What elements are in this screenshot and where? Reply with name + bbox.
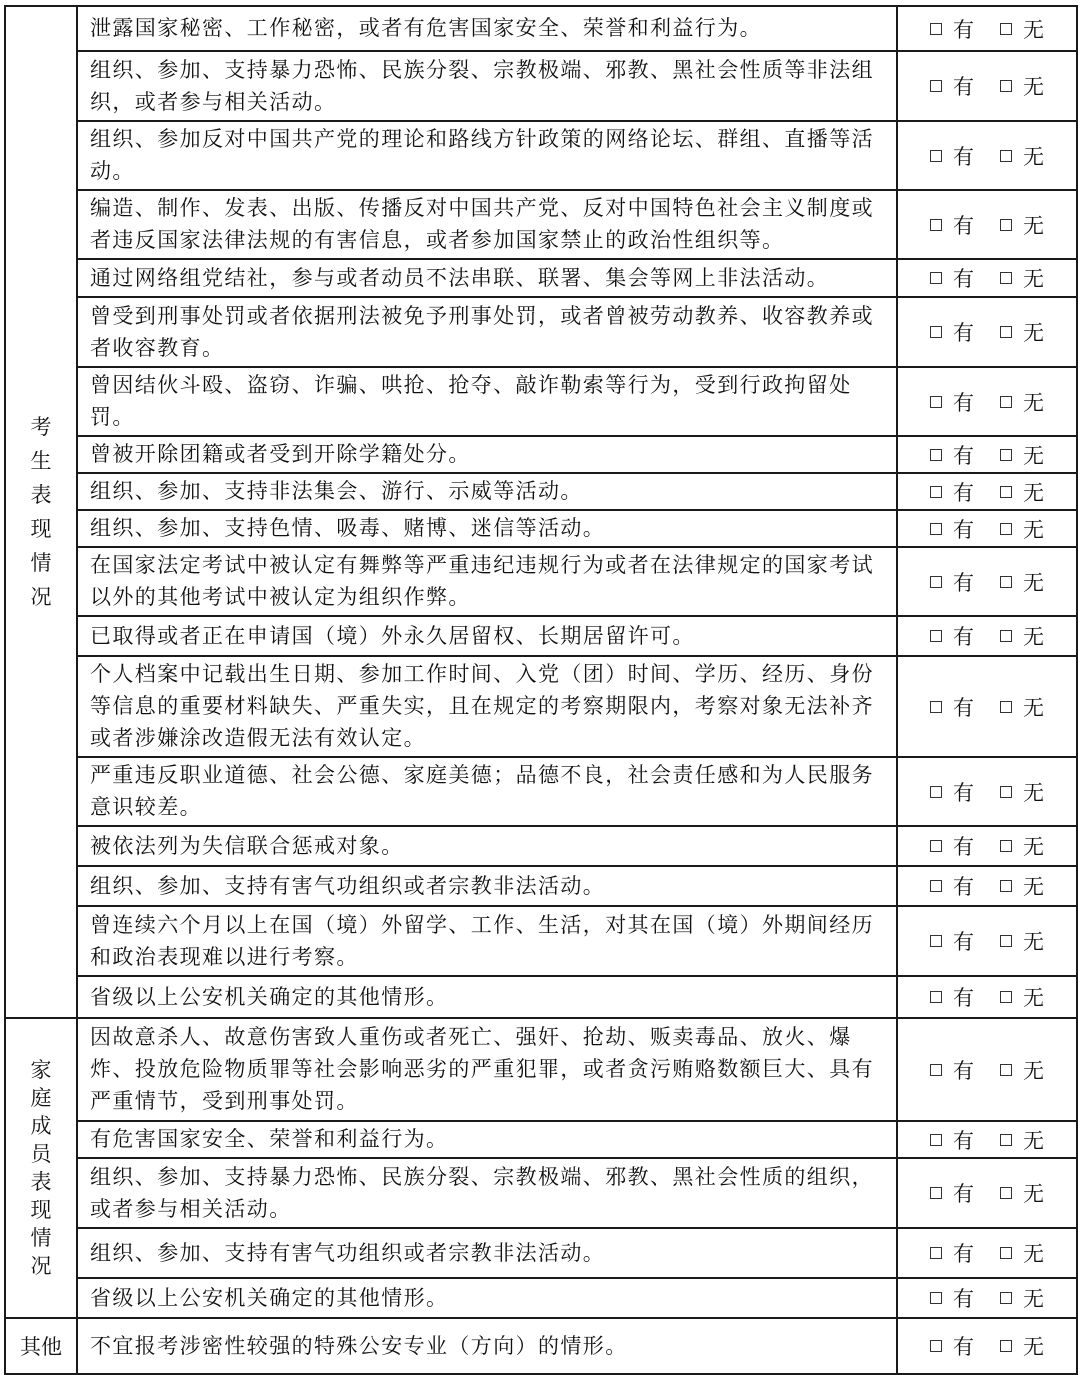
category-char: 情 — [30, 1225, 52, 1250]
option-yes[interactable] — [930, 871, 974, 901]
option-yes[interactable] — [930, 210, 974, 240]
table-row — [5, 51, 1077, 121]
option-no[interactable] — [1000, 1331, 1044, 1361]
checkbox-no-icon[interactable] — [1000, 486, 1012, 498]
checkbox-no-icon[interactable] — [1000, 840, 1012, 852]
checkbox-yes-icon[interactable] — [930, 80, 942, 92]
table-row — [5, 1228, 1077, 1278]
option-no-label: 无 — [1023, 390, 1044, 415]
option-no-label: 无 — [1023, 321, 1044, 345]
options-cell — [897, 1018, 1077, 1121]
option-no-label: 无 — [1023, 213, 1044, 238]
options-cell — [897, 367, 1077, 436]
item-description: 组织、参加、支持暴力恐怖、民族分裂、宗教极端、邪教、黑社会性质等非法组织，或者参与相关活动。 — [77, 51, 897, 121]
option-yes[interactable] — [930, 1125, 974, 1155]
options-cell — [897, 1318, 1077, 1374]
options-cell — [897, 976, 1077, 1018]
item-description: 组织、参加、支持有害气功组织或者宗教非法活动。 — [77, 1228, 897, 1278]
category-char: 生 — [30, 448, 52, 473]
table-row — [5, 906, 1077, 976]
option-no[interactable] — [1000, 871, 1044, 901]
option-no[interactable] — [1000, 440, 1044, 470]
checkbox-no-icon[interactable] — [1000, 1187, 1012, 1199]
option-yes[interactable] — [930, 514, 974, 544]
options-cell — [897, 866, 1077, 906]
option-no[interactable] — [1000, 514, 1044, 544]
item-description: 泄露国家秘密、工作秘密，或者有危害国家安全、荣誉和利益行为。 — [77, 6, 897, 51]
table-row — [5, 297, 1077, 367]
option-yes[interactable] — [930, 1178, 974, 1208]
table-row — [5, 616, 1077, 656]
checkbox-no-icon[interactable] — [1000, 786, 1012, 798]
item-description: 省级以上公安机关确定的其他情形。 — [77, 1278, 897, 1318]
option-yes-label: 有 — [953, 390, 974, 415]
options-cell — [897, 1158, 1077, 1228]
item-description: 组织、参加、支持色情、吸毒、赌博、迷信等活动。 — [77, 510, 897, 547]
options-cell — [897, 436, 1077, 473]
checkbox-no-icon[interactable] — [1000, 1292, 1012, 1304]
option-no-label: 无 — [1023, 695, 1044, 720]
checkbox-yes-icon[interactable] — [930, 786, 942, 798]
section-category — [5, 1018, 77, 1318]
item-description: 组织、参加、支持有害气功组织或者宗教非法活动。 — [77, 866, 897, 906]
option-yes[interactable] — [930, 440, 974, 470]
option-yes-label: 有 — [953, 75, 974, 99]
option-no-label: 无 — [1023, 17, 1044, 42]
option-no[interactable] — [1000, 71, 1044, 101]
option-no[interactable] — [1000, 1283, 1044, 1313]
table-row — [5, 656, 1077, 757]
options-cell — [897, 656, 1077, 757]
checkbox-no-icon[interactable] — [1000, 272, 1012, 284]
item-description: 严重违反职业道德、社会公德、家庭美德；品德不良，社会责任感和为人民服务意识较差。 — [77, 757, 897, 826]
form-body — [5, 6, 1077, 1374]
table-row — [5, 976, 1077, 1018]
option-no[interactable] — [1000, 831, 1044, 861]
option-yes[interactable] — [930, 14, 974, 44]
option-yes[interactable] — [930, 1331, 974, 1361]
checkbox-yes-icon[interactable] — [930, 1340, 942, 1352]
option-no-label: 无 — [1023, 144, 1044, 169]
table-row — [5, 826, 1077, 866]
option-yes[interactable] — [930, 1283, 974, 1313]
item-description: 在国家法定考试中被认定有舞弊等严重违纪违规行为或者在法律规定的国家考试以外的其他考试中被认定为组织作弊。 — [77, 547, 897, 616]
option-no-label: 无 — [1023, 875, 1044, 899]
table-row — [5, 190, 1077, 259]
options-cell — [897, 121, 1077, 190]
option-yes-label: 有 — [953, 695, 974, 720]
option-no-label: 无 — [1023, 267, 1044, 291]
table-row — [5, 473, 1077, 510]
option-no-label: 无 — [1023, 570, 1044, 595]
checkbox-no-icon[interactable] — [1000, 1064, 1012, 1076]
options-cell — [897, 259, 1077, 297]
option-yes[interactable] — [930, 982, 974, 1012]
table-row — [5, 547, 1077, 616]
option-no-label: 无 — [1023, 1287, 1044, 1311]
checkbox-yes-icon[interactable] — [930, 23, 942, 35]
option-no-label: 无 — [1023, 1182, 1044, 1206]
option-no[interactable] — [1000, 263, 1044, 293]
option-no-label: 无 — [1023, 480, 1044, 505]
option-no[interactable] — [1000, 567, 1044, 597]
checkbox-no-icon[interactable] — [1000, 935, 1012, 947]
option-no-label: 无 — [1023, 625, 1044, 649]
option-yes[interactable] — [930, 1238, 974, 1268]
option-no-label: 无 — [1023, 986, 1044, 1010]
category-char: 成 — [30, 1113, 52, 1138]
option-no-label: 无 — [1023, 1058, 1044, 1083]
option-no[interactable] — [1000, 210, 1044, 240]
item-description: 编造、制作、发表、出版、传播反对中国共产党、反对中国特色社会主义制度或者违反国家法律法规的有害信息，或者参加国家禁止的政治性组织等。 — [77, 190, 897, 259]
category-char: 现 — [30, 516, 52, 541]
table-row — [5, 367, 1077, 436]
section-category — [5, 1318, 77, 1374]
checkbox-no-icon[interactable] — [1000, 396, 1012, 408]
option-yes[interactable] — [930, 692, 974, 722]
option-no[interactable] — [1000, 387, 1044, 417]
option-yes-label: 有 — [953, 1182, 974, 1206]
option-yes-label: 有 — [953, 213, 974, 238]
category-char: 现 — [30, 1197, 52, 1222]
checkbox-no-icon[interactable] — [1000, 80, 1012, 92]
option-yes[interactable] — [930, 831, 974, 861]
category-char: 表 — [30, 482, 52, 507]
option-no-label: 无 — [1023, 75, 1044, 99]
option-yes-label: 有 — [953, 267, 974, 291]
option-no[interactable] — [1000, 621, 1044, 651]
table-row — [5, 6, 1077, 51]
category-char: 其他 — [20, 1335, 62, 1359]
item-description: 曾因结伙斗殴、盗窃、诈骗、哄抢、抢夺、敲诈勒索等行为，受到行政拘留处罚。 — [77, 367, 897, 436]
option-no[interactable] — [1000, 14, 1044, 44]
option-no[interactable] — [1000, 926, 1044, 956]
options-cell — [897, 1121, 1077, 1158]
checkbox-no-icon[interactable] — [1000, 991, 1012, 1003]
category-char: 情 — [30, 550, 52, 575]
option-yes[interactable] — [930, 1055, 974, 1085]
option-no-label: 无 — [1023, 517, 1044, 542]
checkbox-yes-icon[interactable] — [930, 1292, 942, 1304]
table-row — [5, 1318, 1077, 1374]
checkbox-yes-icon[interactable] — [930, 840, 942, 852]
options-cell — [897, 297, 1077, 367]
option-yes[interactable] — [930, 141, 974, 171]
checkbox-yes-icon[interactable] — [930, 1134, 942, 1146]
option-yes-label: 有 — [953, 1128, 974, 1153]
item-description: 已取得或者正在申请国（境）外永久居留权、长期居留许可。 — [77, 616, 897, 656]
checkbox-yes-icon[interactable] — [930, 701, 942, 713]
option-yes[interactable] — [930, 317, 974, 347]
checkbox-yes-icon[interactable] — [930, 523, 942, 535]
declaration-form-table — [4, 5, 1078, 1375]
table-row — [5, 757, 1077, 826]
option-yes-label: 有 — [953, 930, 974, 954]
checkbox-yes-icon[interactable] — [930, 1247, 942, 1259]
option-no-label: 无 — [1023, 1128, 1044, 1153]
option-yes-label: 有 — [953, 517, 974, 542]
option-yes[interactable] — [930, 567, 974, 597]
item-description: 因故意杀人、故意伤害致人重伤或者死亡、强奸、抢劫、贩卖毒品、放火、爆炸、投放危险物质罪等社会影响恶劣的严重犯罪，或者贪污贿赂数额巨大、具有严重情节，受到刑事处罚。 — [77, 1018, 897, 1121]
options-cell — [897, 757, 1077, 826]
table-row — [5, 436, 1077, 473]
option-no[interactable] — [1000, 1125, 1044, 1155]
category-char: 庭 — [30, 1085, 52, 1110]
table-row — [5, 510, 1077, 547]
option-no-label: 无 — [1023, 835, 1044, 859]
checkbox-yes-icon[interactable] — [930, 1064, 942, 1076]
checkbox-no-icon[interactable] — [1000, 449, 1012, 461]
category-char: 况 — [30, 1253, 52, 1278]
checkbox-yes-icon[interactable] — [930, 219, 942, 231]
option-no[interactable] — [1000, 692, 1044, 722]
table-row — [5, 1018, 1077, 1121]
checkbox-yes-icon[interactable] — [930, 150, 942, 162]
option-no[interactable] — [1000, 477, 1044, 507]
checkbox-no-icon[interactable] — [1000, 1134, 1012, 1146]
table-row — [5, 1278, 1077, 1318]
options-cell — [897, 190, 1077, 259]
item-description: 组织、参加反对中国共产党的理论和路线方针政策的网络论坛、群组、直播等活动。 — [77, 121, 897, 190]
options-cell — [897, 906, 1077, 976]
item-description: 被依法列为失信联合惩戒对象。 — [77, 826, 897, 866]
options-cell — [897, 547, 1077, 616]
category-char: 表 — [30, 1169, 52, 1194]
checkbox-no-icon[interactable] — [1000, 1247, 1012, 1259]
checkbox-yes-icon[interactable] — [930, 576, 942, 588]
checkbox-no-icon[interactable] — [1000, 523, 1012, 535]
item-description: 组织、参加、支持暴力恐怖、民族分裂、宗教极端、邪教、黑社会性质的组织，或者参与相关活动。 — [77, 1158, 897, 1228]
option-yes[interactable] — [930, 263, 974, 293]
option-yes-label: 有 — [953, 480, 974, 505]
option-no-label: 无 — [1023, 1242, 1044, 1266]
option-no[interactable] — [1000, 1178, 1044, 1208]
item-description: 不宜报考涉密性较强的特殊公安专业（方向）的情形。 — [77, 1318, 897, 1374]
option-yes-label: 有 — [953, 1058, 974, 1083]
option-yes-label: 有 — [953, 780, 974, 805]
item-description: 曾受到刑事处罚或者依据刑法被免予刑事处罚，或者曾被劳动教养、收容教养或者收容教育。 — [77, 297, 897, 367]
option-yes[interactable] — [930, 71, 974, 101]
option-yes-label: 有 — [953, 835, 974, 859]
option-no[interactable] — [1000, 317, 1044, 347]
checkbox-yes-icon[interactable] — [930, 1187, 942, 1199]
checkbox-no-icon[interactable] — [1000, 630, 1012, 642]
option-no[interactable] — [1000, 1055, 1044, 1085]
table-row — [5, 259, 1077, 297]
category-char: 员 — [30, 1141, 52, 1166]
checkbox-yes-icon[interactable] — [930, 630, 942, 642]
option-no[interactable] — [1000, 1238, 1044, 1268]
option-yes[interactable] — [930, 477, 974, 507]
checkbox-no-icon[interactable] — [1000, 150, 1012, 162]
item-description: 组织、参加、支持非法集会、游行、示威等活动。 — [77, 473, 897, 510]
options-cell — [897, 51, 1077, 121]
category-char: 考 — [30, 414, 52, 439]
option-yes-label: 有 — [953, 443, 974, 468]
checkbox-yes-icon[interactable] — [930, 272, 942, 284]
options-cell — [897, 473, 1077, 510]
section-category — [5, 6, 77, 1018]
table-row — [5, 1121, 1077, 1158]
table-row — [5, 121, 1077, 190]
option-yes-label: 有 — [953, 986, 974, 1010]
checkbox-no-icon[interactable] — [1000, 880, 1012, 892]
option-yes-label: 有 — [953, 570, 974, 595]
option-yes-label: 有 — [953, 1242, 974, 1266]
option-yes-label: 有 — [953, 875, 974, 899]
checkbox-no-icon[interactable] — [1000, 23, 1012, 35]
item-description: 通过网络组党结社，参与或者动员不法串联、联署、集会等网上非法活动。 — [77, 259, 897, 297]
options-cell — [897, 510, 1077, 547]
checkbox-yes-icon[interactable] — [930, 396, 942, 408]
option-no[interactable] — [1000, 982, 1044, 1012]
checkbox-no-icon[interactable] — [1000, 701, 1012, 713]
option-yes-label: 有 — [953, 625, 974, 649]
checkbox-yes-icon[interactable] — [930, 991, 942, 1003]
options-cell — [897, 826, 1077, 866]
option-no-label: 无 — [1023, 1335, 1044, 1359]
item-description: 曾被开除团籍或者受到开除学籍处分。 — [77, 436, 897, 473]
checkbox-yes-icon[interactable] — [930, 880, 942, 892]
option-no[interactable] — [1000, 777, 1044, 807]
option-no[interactable] — [1000, 141, 1044, 171]
option-no-label: 无 — [1023, 930, 1044, 954]
option-yes[interactable] — [930, 926, 974, 956]
table-row — [5, 1158, 1077, 1228]
option-yes-label: 有 — [953, 1287, 974, 1311]
option-yes-label: 有 — [953, 321, 974, 345]
checkbox-no-icon[interactable] — [1000, 219, 1012, 231]
checkbox-no-icon[interactable] — [1000, 326, 1012, 338]
option-yes-label: 有 — [953, 144, 974, 169]
option-yes-label: 有 — [953, 17, 974, 42]
category-char: 况 — [30, 584, 52, 609]
checkbox-yes-icon[interactable] — [930, 935, 942, 947]
table-row — [5, 866, 1077, 906]
item-description: 有危害国家安全、荣誉和利益行为。 — [77, 1121, 897, 1158]
checkbox-no-icon[interactable] — [1000, 1340, 1012, 1352]
option-no-label: 无 — [1023, 780, 1044, 805]
checkbox-no-icon[interactable] — [1000, 576, 1012, 588]
option-yes-label: 有 — [953, 1335, 974, 1359]
item-description: 曾连续六个月以上在国（境）外留学、工作、生活，对其在国（境）外期间经历和政治表现难以进行考察。 — [77, 906, 897, 976]
option-no-label: 无 — [1023, 443, 1044, 468]
options-cell — [897, 1278, 1077, 1318]
options-cell — [897, 6, 1077, 51]
category-char: 家 — [30, 1057, 52, 1082]
option-yes[interactable] — [930, 621, 974, 651]
checkbox-yes-icon[interactable] — [930, 486, 942, 498]
option-yes[interactable] — [930, 387, 974, 417]
checkbox-yes-icon[interactable] — [930, 449, 942, 461]
item-description: 个人档案中记载出生日期、参加工作时间、入党（团）时间、学历、经历、身份等信息的重要材料缺失、严重失实，且在规定的考察期限内，考察对象无法补齐或者涉嫌涂改造假无法有效认定。 — [77, 656, 897, 757]
checkbox-yes-icon[interactable] — [930, 326, 942, 338]
item-description: 省级以上公安机关确定的其他情形。 — [77, 976, 897, 1018]
options-cell — [897, 1228, 1077, 1278]
option-yes[interactable] — [930, 777, 974, 807]
options-cell — [897, 616, 1077, 656]
